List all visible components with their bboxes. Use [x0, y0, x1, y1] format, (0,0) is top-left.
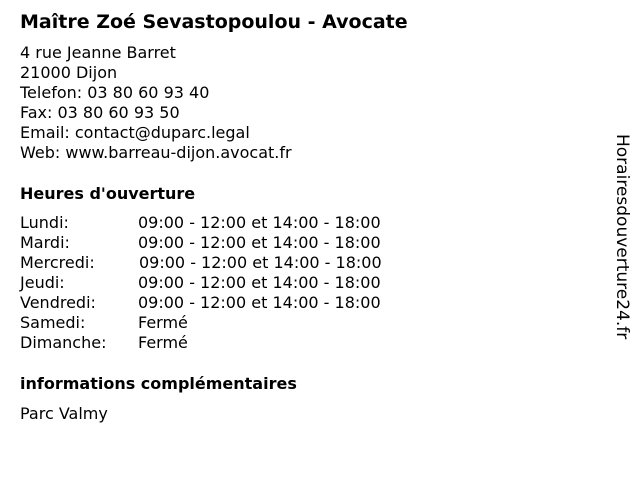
- day-label: Samedi:: [20, 313, 86, 332]
- page-title: Maître Zoé Sevastopoulou - Avocate: [20, 11, 408, 33]
- time-value: 09:00 - 12:00 et 14:00 - 18:00: [138, 273, 381, 292]
- time-value: Fermé: [138, 313, 188, 332]
- extra-info-heading: informations complémentaires: [20, 374, 297, 393]
- street-address: 4 rue Jeanne Barret: [20, 43, 176, 62]
- day-label: Jeudi:: [20, 273, 65, 292]
- time-value: 09:00 - 12:00 et 14:00 - 18:00: [138, 233, 381, 252]
- day-label: Lundi:: [20, 213, 69, 232]
- time-value: Fermé: [138, 333, 188, 352]
- hours-heading: Heures d'ouverture: [20, 184, 196, 203]
- phone-number: Telefon: 03 80 60 93 40: [20, 83, 210, 102]
- extra-info-text: Parc Valmy: [20, 404, 108, 423]
- site-watermark: Horairesdouverture24.fr: [612, 134, 632, 340]
- time-value: 09:00 - 12:00 et 14:00 - 18:00: [138, 293, 381, 312]
- day-label: Mardi:: [20, 233, 70, 252]
- city-postal: 21000 Dijon: [20, 63, 118, 82]
- email-address: Email: contact@duparc.legal: [20, 123, 250, 142]
- day-label: Dimanche:: [20, 333, 107, 352]
- time-value: 09:00 - 12:00 et 14:00 - 18:00: [139, 253, 382, 272]
- fax-number: Fax: 03 80 60 93 50: [20, 103, 180, 122]
- day-label: Vendredi:: [20, 293, 96, 312]
- website-url: Web: www.barreau-dijon.avocat.fr: [20, 143, 292, 162]
- day-label: Mercredi:: [20, 253, 95, 272]
- time-value: 09:00 - 12:00 et 14:00 - 18:00: [138, 213, 381, 232]
- address-block: [20, 43, 292, 163]
